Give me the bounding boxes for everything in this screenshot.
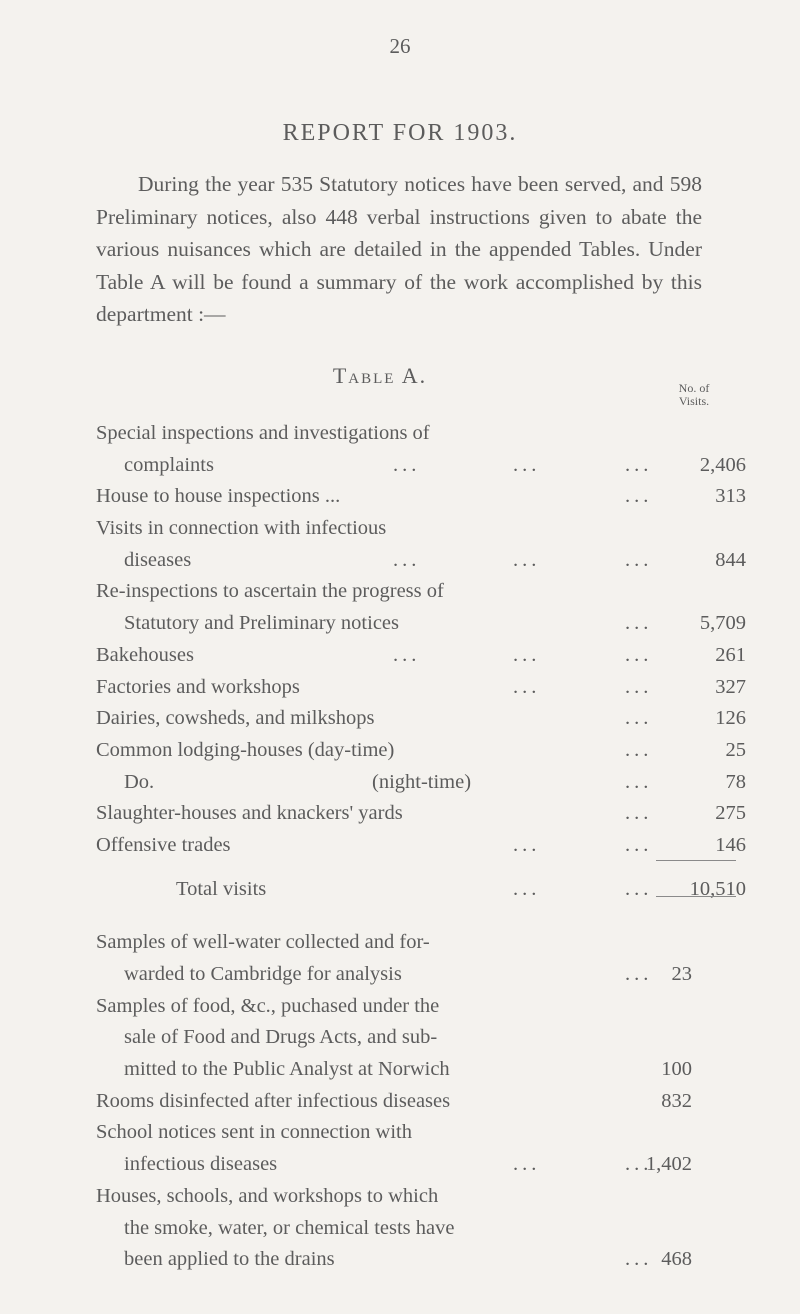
list-item [96,927,736,959]
row-label: Samples of food, &c., puchased under the [96,994,440,1017]
leader-dots: ... [625,833,653,856]
total-value: 10,510 [689,877,746,900]
leader-dots: ... [625,643,653,666]
table-row [96,640,746,672]
total-label: Total visits [176,877,267,900]
list-item [96,991,736,1023]
leader-dots: ... [625,453,653,476]
row-value: 832 [661,1089,692,1112]
leader-dots: ... [393,453,421,476]
row-label-sub: (night-time) [372,770,472,793]
divider [656,896,736,897]
table-row [96,767,746,799]
row-value: 23 [671,963,692,985]
list-item [96,1086,736,1118]
table-row [96,481,746,513]
intro-paragraph: During the year 535 Statutory notices have been served, and 598 Preliminary notices, also 448 verbal instructions given to abate the various nuisances which are detailed in the appended Tables. Under Table A will be found a summary of the work accomplished by this department :— [96,172,702,326]
row-value: 25 [725,738,746,761]
table-row [96,513,736,545]
table-row [96,576,736,608]
row-label-cont: sale of Food and Drugs Acts, and sub- [124,1026,438,1049]
row-value: 313 [715,485,746,508]
divider [656,860,736,861]
list-item [96,1117,736,1149]
table-row [96,830,746,862]
row-label: Special inspections and investigations of [96,422,430,444]
row-label-cont: Statutory and Preliminary notices [124,612,399,635]
row-label: Do. [124,770,155,793]
row-value: 1,402 [645,1153,692,1176]
leader-dots: ... [513,675,541,698]
row-label: Visits in connection with infectious [96,517,387,540]
leader-dots: ... [625,963,653,985]
row-value: 468 [661,1248,692,1271]
row-label: House to house inspections ... [96,485,341,508]
row-label: Factories and workshops [96,675,300,698]
row-label: Offensive trades [96,833,231,856]
column-header-line2: Visits. [678,394,710,408]
list-item [96,1054,736,1086]
row-label: Slaughter-houses and knackers' yards [96,802,403,825]
row-value: 146 [715,833,746,856]
leader-dots: ... [393,548,421,571]
leader-dots: ... [625,1153,653,1176]
table-row [96,703,746,735]
row-label: Common lodging-houses (day-time) [96,738,395,761]
leader-dots: ... [513,453,541,476]
leader-dots: ... [625,770,653,793]
table-row [96,735,746,767]
row-label-cont: infectious diseases [124,1153,278,1176]
list-item [96,1213,736,1245]
list-item [96,1181,736,1213]
list-item [96,1022,736,1054]
table-row [96,418,736,450]
row-label: Re-inspections to ascertain the progress of [96,580,444,603]
row-label: Rooms disinfected after infectious diseases [96,1089,451,1112]
row-label: Houses, schools, and workshops to which [96,1184,439,1207]
row-value: 5,709 [699,612,746,635]
list-item [96,959,736,991]
row-label-cont: warded to Cambridge for analysis [124,963,402,985]
leader-dots: ... [393,643,421,666]
row-label: School notices sent in connection with [96,1121,412,1144]
table-row [96,545,746,577]
leader-dots: ... [625,707,653,730]
row-value: 100 [661,1058,692,1081]
table-row [96,672,746,704]
leader-dots: ... [513,548,541,571]
row-value: 126 [715,707,746,730]
leader-dots: ... [625,877,653,900]
row-label-cont: diseases [124,548,192,571]
leader-dots: ... [513,833,541,856]
leader-dots: ... [625,548,653,571]
table-entries [96,418,746,1276]
row-label: Samples of well-water collected and for- [96,931,430,954]
row-value: 275 [715,802,746,825]
row-value: 261 [715,643,746,666]
list-item [96,1244,736,1276]
row-label-cont: been applied to the drains [124,1248,335,1271]
leader-dots: ... [625,675,653,698]
leader-dots: ... [625,738,653,761]
row-label: Dairies, cowsheds, and milkshops [96,707,375,730]
table-row [96,798,746,830]
row-label-cont: complaints [124,453,214,476]
page-number: 26 [389,34,411,58]
leader-dots: ... [625,802,653,825]
total-row [96,874,746,906]
leader-dots: ... [625,1248,653,1271]
list-item [96,1149,736,1181]
row-value: 844 [715,548,746,571]
row-value: 78 [725,770,746,793]
report-title: REPORT FOR 1903. [282,120,518,146]
row-value: 327 [715,675,746,698]
row-label-cont: mitted to the Public Analyst at Norwich [124,1058,450,1081]
leader-dots: ... [513,877,541,900]
leader-dots: ... [625,612,653,635]
row-value: 2,406 [699,453,746,476]
leader-dots: ... [625,485,653,508]
column-header-line1: No. of [678,381,710,395]
row-label: Bakehouses [96,643,194,666]
table-row [96,608,746,640]
table-title: Table A. [332,363,428,388]
leader-dots: ... [513,1153,541,1176]
leader-dots: ... [513,643,541,666]
column-header [662,382,726,408]
row-label-cont: the smoke, water, or chemical tests have [124,1216,455,1239]
table-row [96,450,746,482]
